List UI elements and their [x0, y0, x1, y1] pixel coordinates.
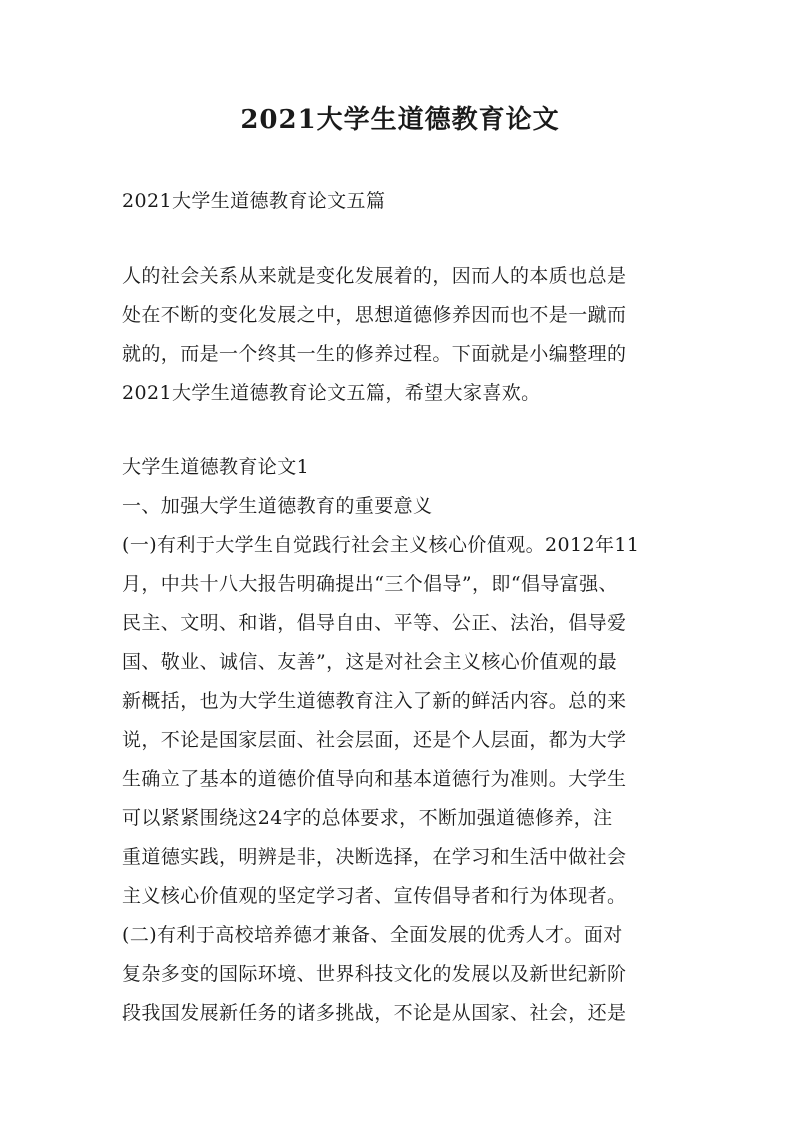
body-line: 月，中共十八大报告明确提出“三个倡导”，即“倡导富强、 — [122, 573, 618, 595]
body-line: 重道德实践，明辨是非，决断选择，在学习和生活中做社会 — [122, 846, 627, 868]
body-line: 复杂多变的国际环境、世界科技文化的发展以及新世纪新阶 — [122, 963, 627, 985]
body-line: (二)有利于高校培养德才兼备、全面发展的优秀人才。面对 — [122, 924, 623, 946]
body-line: 民主、文明、和谐，倡导自由、平等、公正、法治，倡导爱 — [122, 612, 627, 634]
body-line: 生确立了基本的道德价值导向和基本道德行为准则。大学生 — [122, 768, 627, 790]
intro-line: 处在不断的变化发展之中，思想道德修养因而也不是一蹴而 — [122, 304, 627, 326]
section-heading: 大学生道德教育论文1 — [122, 456, 310, 478]
document-subtitle: 2021大学生道德教育论文五篇 — [122, 190, 386, 212]
intro-line: 人的社会关系从来就是变化发展着的，因而人的本质也总是 — [122, 265, 627, 287]
body-line: 说，不论是国家层面、社会层面，还是个人层面，都为大学 — [122, 729, 627, 751]
body-line: (一)有利于大学生自觉践行社会主义核心价值观。2012年11 — [122, 534, 640, 556]
body-line: 段我国发展新任务的诸多挑战，不论是从国家、社会，还是 — [122, 1002, 627, 1024]
intro-line: 2021大学生道德教育论文五篇，希望大家喜欢。 — [122, 382, 541, 404]
body-line: 可以紧紧围绕这24字的总体要求，不断加强道德修养，注 — [122, 807, 613, 829]
subsection-heading: 一、加强大学生道德教育的重要意义 — [122, 495, 433, 517]
intro-line: 就的，而是一个终其一生的修养过程。下面就是小编整理的 — [122, 343, 627, 365]
body-line: 主义核心价值观的坚定学习者、宣传倡导者和行为体现者。 — [122, 885, 627, 907]
document-title: 2021大学生道德教育论文 — [240, 105, 560, 135]
body-line: 国、敬业、诚信、友善”，这是对社会主义核心价值观的最 — [122, 651, 618, 673]
body-line: 新概括，也为大学生道德教育注入了新的鲜活内容。总的来 — [122, 690, 627, 712]
